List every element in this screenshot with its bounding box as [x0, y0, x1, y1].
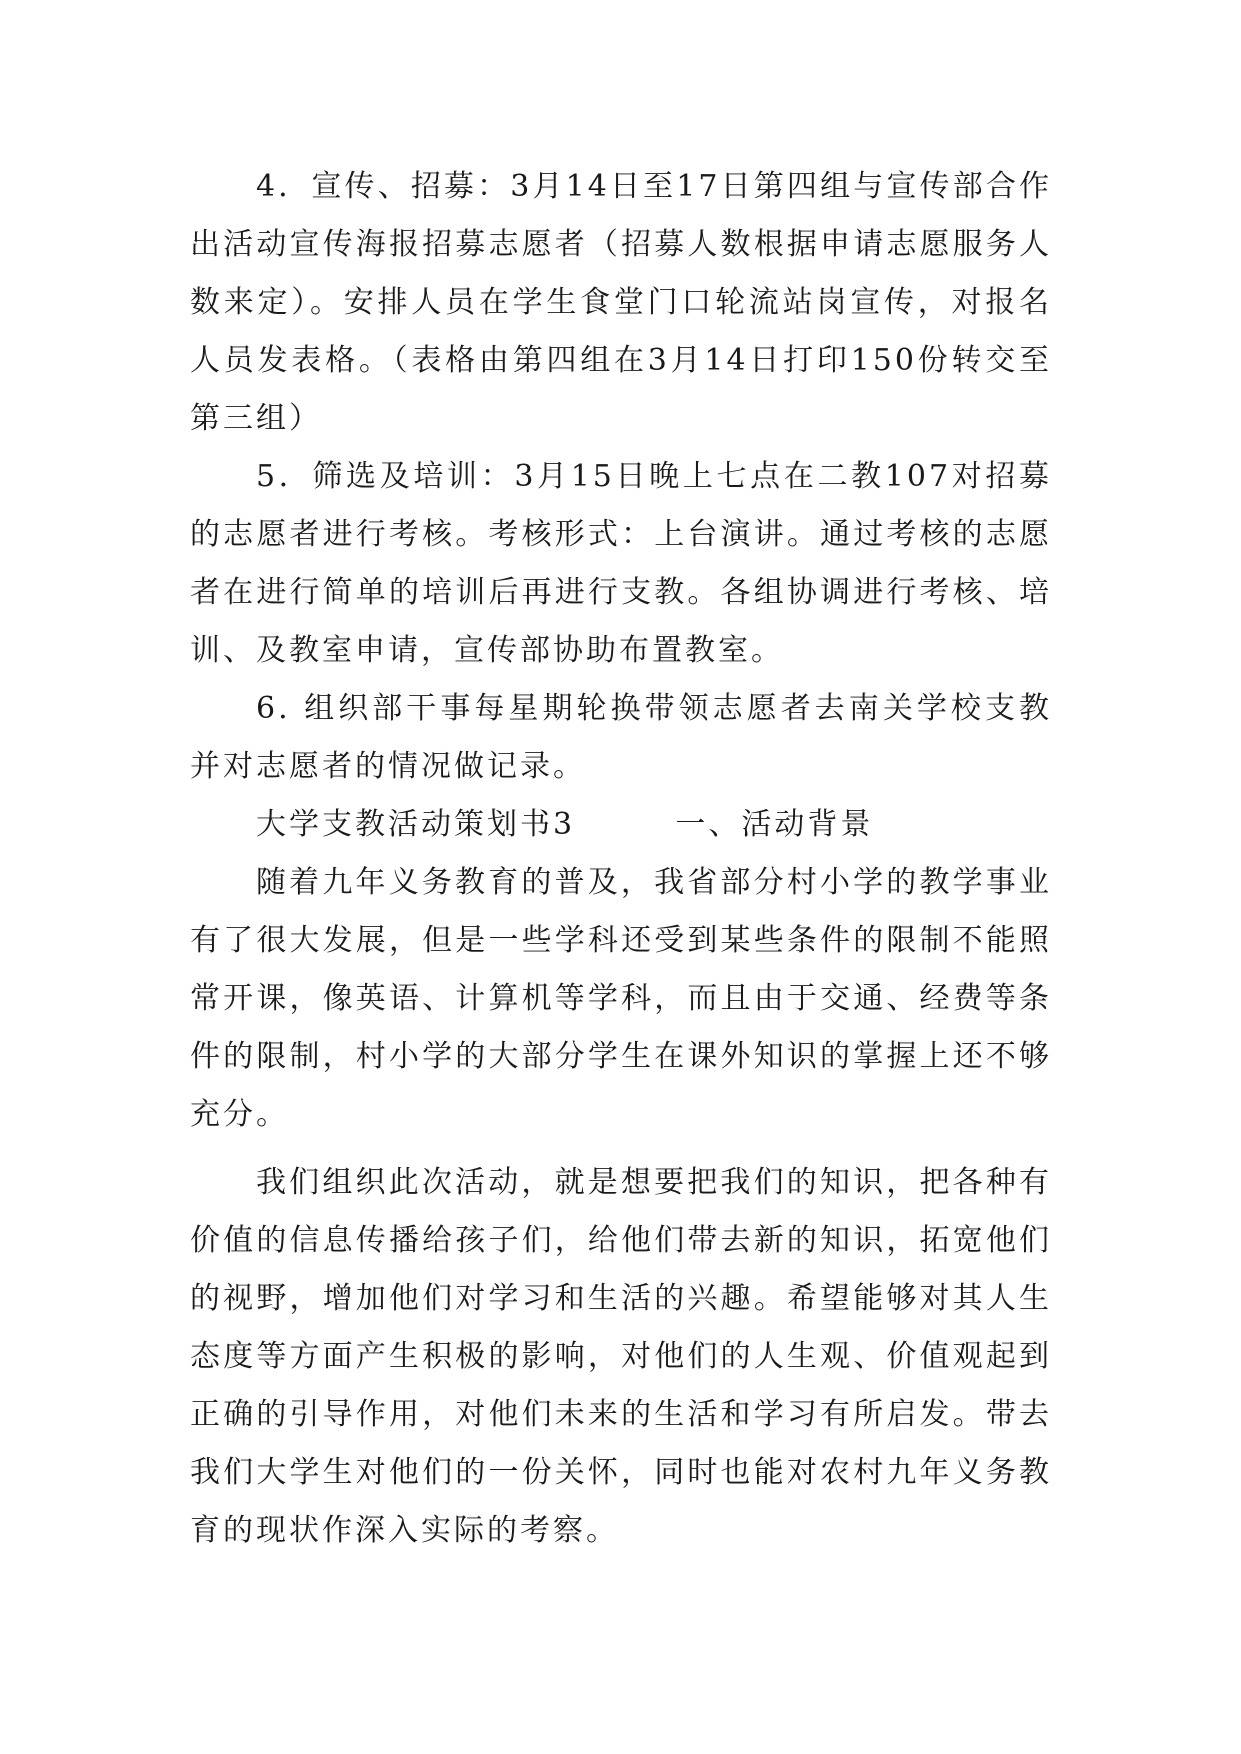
paragraph-rotation: 6. 组织部干事每星期轮换带领志愿者去南关学校支教并对志愿者的情况做记录。 — [190, 691, 1052, 784]
section-subtitle: 一、活动背景 — [675, 807, 874, 842]
section-heading-line — [190, 796, 1052, 854]
paragraph-recruitment: 4．宣传、招募：3月14日至17日第四组与宣传部合作出活动宣传海报招募志愿者（招募人数根据申请志愿服务人数来定）。安排人员在学生食堂门口轮流站岗宣传，对报名人员发表格。（表格由第四组在3月14日打印150份转交至第三组） — [190, 169, 1052, 436]
section-title: 大学支教活动策划书3 — [256, 807, 576, 842]
paragraph-gap — [190, 1144, 1052, 1154]
paragraph-screening-training: 5．筛选及培训：3月15日晚上七点在二教107对招募的志愿者进行考核。考核形式：上台演讲。通过考核的志愿者在进行简单的培训后再进行支教。各组协调进行考核、培训、及教室申请，宣传部协助布置教室。 — [190, 459, 1052, 668]
paragraph-background-2: 我们组织此次活动，就是想要把我们的知识，把各种有价值的信息传播给孩子们，给他们带去新的知识，拓宽他们的视野，增加他们对学习和生活的兴趣。希望能够对其人生态度等方面产生积极的影响，对他们的人生观、价值观起到正确的引导作用，对他们未来的生活和学习有所启发。带去我们大学生对他们的一份关怀，同时也能对农村九年义务教育的现状作深入实际的考察。 — [190, 1165, 1052, 1548]
paragraph-background-1: 随着九年义务教育的普及，我省部分村小学的教学事业有了很大发展，但是一些学科还受到某些条件的限制不能照常开课，像英语、计算机等学科，而且由于交通、经费等条件的限制，村小学的大部分学生在课外知识的掌握上还不够充分。 — [190, 865, 1052, 1132]
document-page — [190, 158, 1052, 1560]
